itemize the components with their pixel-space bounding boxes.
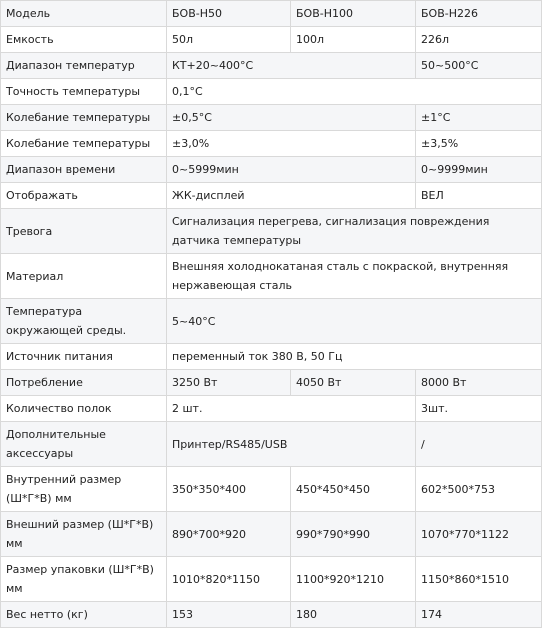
value-cell: 890*700*920	[167, 512, 291, 557]
row-label: Диапазон температур	[1, 53, 167, 79]
table-row	[1, 422, 542, 467]
value-cell: 153	[167, 602, 291, 628]
table-row	[1, 131, 542, 157]
row-label: Модель	[1, 1, 167, 27]
table-row	[1, 1, 542, 27]
row-label: Тревога	[1, 209, 167, 254]
value-cell: 450*450*450	[291, 467, 416, 512]
table-row	[1, 602, 542, 628]
row-label: Температура окружающей среды.	[1, 299, 167, 344]
value-cell: БОВ-H50	[167, 1, 291, 27]
value-cell: ±3,0%	[167, 131, 416, 157]
value-cell: 602*500*753	[416, 467, 542, 512]
value-cell: Сигнализация перегрева, сигнализация повреждения датчика температуры	[167, 209, 542, 254]
table-row	[1, 557, 542, 602]
value-cell: 350*350*400	[167, 467, 291, 512]
table-row	[1, 183, 542, 209]
table-row	[1, 53, 542, 79]
value-cell: БОВ-H100	[291, 1, 416, 27]
value-cell: переменный ток 380 В, 50 Гц	[167, 344, 542, 370]
table-row	[1, 370, 542, 396]
value-cell: 5~40°C	[167, 299, 542, 344]
value-cell: 1150*860*1510	[416, 557, 542, 602]
table-row	[1, 467, 542, 512]
row-label: Колебание температуры	[1, 131, 167, 157]
value-cell: КТ+20~400°C	[167, 53, 416, 79]
spec-table-body	[1, 1, 542, 628]
value-cell: ВЕЛ	[416, 183, 542, 209]
table-row	[1, 209, 542, 254]
value-cell: ±0,5°C	[167, 105, 416, 131]
table-row	[1, 254, 542, 299]
value-cell: 990*790*990	[291, 512, 416, 557]
value-cell: 0~9999мин	[416, 157, 542, 183]
row-label: Материал	[1, 254, 167, 299]
value-cell: /	[416, 422, 542, 467]
value-cell: Принтер/RS485/USB	[167, 422, 416, 467]
value-cell: 3250 Вт	[167, 370, 291, 396]
table-row	[1, 396, 542, 422]
value-cell: 1100*920*1210	[291, 557, 416, 602]
row-label: Точность температуры	[1, 79, 167, 105]
value-cell: 4050 Вт	[291, 370, 416, 396]
value-cell: 226л	[416, 27, 542, 53]
value-cell: 0,1°C	[167, 79, 542, 105]
table-row	[1, 105, 542, 131]
table-row	[1, 27, 542, 53]
row-label: Количество полок	[1, 396, 167, 422]
value-cell: 3шт.	[416, 396, 542, 422]
value-cell: 50~500°C	[416, 53, 542, 79]
row-label: Колебание температуры	[1, 105, 167, 131]
row-label: Внешний размер (Ш*Г*В) мм	[1, 512, 167, 557]
row-label: Диапазон времени	[1, 157, 167, 183]
value-cell: 100л	[291, 27, 416, 53]
value-cell: 1070*770*1122	[416, 512, 542, 557]
table-row	[1, 157, 542, 183]
row-label: Потребление	[1, 370, 167, 396]
value-cell: Внешняя холоднокатаная сталь с покраской, внутренняя нержавеющая сталь	[167, 254, 542, 299]
value-cell: 180	[291, 602, 416, 628]
table-row	[1, 344, 542, 370]
value-cell: 174	[416, 602, 542, 628]
row-label: Емкость	[1, 27, 167, 53]
value-cell: 50л	[167, 27, 291, 53]
table-row	[1, 299, 542, 344]
value-cell: ЖК-дисплей	[167, 183, 416, 209]
value-cell: ±1°C	[416, 105, 542, 131]
value-cell: 1010*820*1150	[167, 557, 291, 602]
row-label: Отображать	[1, 183, 167, 209]
row-label: Размер упаковки (Ш*Г*В) мм	[1, 557, 167, 602]
row-label: Внутренний размер (Ш*Г*В) мм	[1, 467, 167, 512]
row-label: Вес нетто (кг)	[1, 602, 167, 628]
row-label: Источник питания	[1, 344, 167, 370]
value-cell: 0~5999мин	[167, 157, 416, 183]
table-row	[1, 512, 542, 557]
value-cell: ±3,5%	[416, 131, 542, 157]
row-label: Дополнительные аксессуары	[1, 422, 167, 467]
table-row	[1, 79, 542, 105]
value-cell: 8000 Вт	[416, 370, 542, 396]
value-cell: БОВ-H226	[416, 1, 542, 27]
value-cell: 2 шт.	[167, 396, 416, 422]
